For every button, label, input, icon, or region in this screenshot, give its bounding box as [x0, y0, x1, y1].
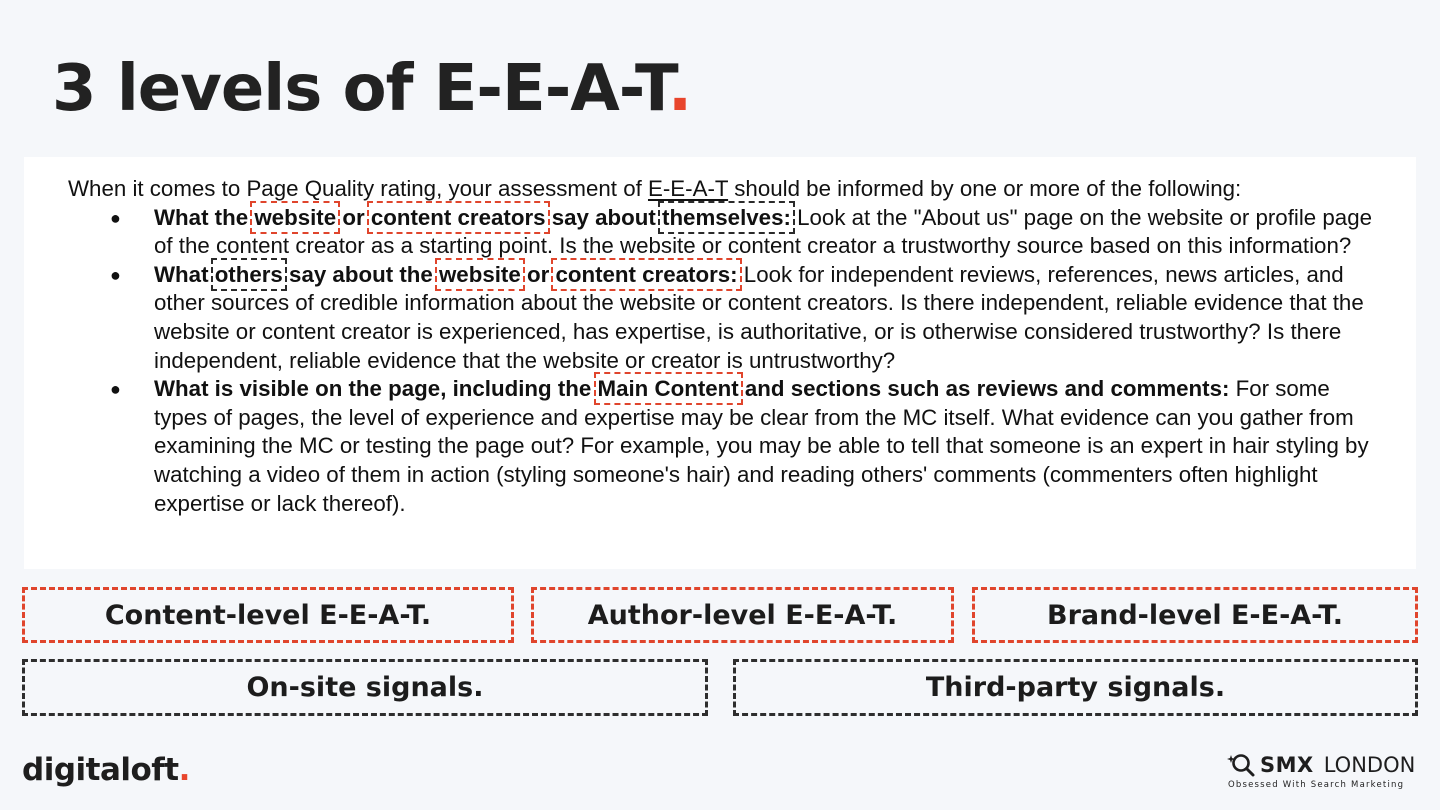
bold-text: What [154, 261, 215, 287]
author-level-box [531, 587, 954, 643]
magnifier-sparkle-icon [1226, 752, 1256, 778]
digitaloft-logo-text: digitaloft [22, 752, 179, 788]
content-level-label: Content-level E-E-A-T. [104, 599, 432, 631]
bold-text: What is visible on the page, including the [154, 376, 598, 402]
on-site-signals-box [22, 659, 708, 716]
body-text: Look for independent reviews, references, news articles, and other sources of credible information about the website or content creators. Is there independent, reliable evidence that the website or content creator is experienced, has expertise, is authoritative, or is otherwise considered trustworthy? Is there independent, reliable evidence that the website or creator is untrustworthy? [154, 261, 1364, 373]
bold-text: and sections such as reviews and comments: [738, 376, 1230, 402]
bold-text: say about [545, 204, 663, 230]
london-text: LONDON [1323, 753, 1416, 777]
intro-text: When it comes to Page Quality rating, your assessment of [68, 176, 648, 201]
bullet-icon: ● [110, 379, 121, 400]
bold-text: What the [154, 204, 255, 230]
slide-title-text: 3 levels of E-E-A-T [52, 52, 668, 126]
list-item-others [110, 261, 1388, 375]
title-accent-dot: . [667, 52, 692, 126]
brand-level-label: Brand-level E-E-A-T. [1046, 599, 1343, 631]
highlight-others: others [214, 261, 283, 287]
content-level-box [22, 587, 514, 643]
on-site-signals-label: On-site signals. [246, 672, 484, 703]
document-excerpt [24, 157, 1416, 569]
digitaloft-logo [22, 752, 190, 788]
smx-london-logo [1226, 752, 1420, 790]
bullet-icon: ● [110, 207, 121, 228]
intro-text-end: should be informed by one or more of the following: [728, 176, 1242, 201]
slide-title [52, 52, 691, 126]
author-level-label: Author-level E-E-A-T. [587, 599, 898, 631]
smx-text: SMX [1260, 753, 1314, 777]
highlight-website: website [254, 204, 337, 230]
digitaloft-logo-dot: . [178, 752, 190, 788]
intro-paragraph [68, 175, 1388, 204]
body-text: Look at the "About us" page on the website or profile page of the content creator as a starting point. Is the website or content creator a trustworthy source based on this information? [154, 204, 1373, 259]
bold-text: or [336, 204, 371, 230]
brand-level-box [972, 587, 1418, 643]
list-item-themselves [110, 204, 1388, 261]
highlight-website: website [438, 261, 521, 287]
bold-text: say about the [282, 261, 439, 287]
bullet-icon: ● [110, 264, 121, 285]
highlight-main-content: Main Content [597, 376, 739, 402]
smx-tagline: Obsessed With Search Marketing [1228, 780, 1405, 790]
highlight-themselves: themselves: [662, 204, 791, 230]
list-item-visible [110, 375, 1388, 518]
bold-text: or [520, 261, 556, 287]
third-party-signals-label: Third-party signals. [925, 672, 1226, 703]
eeat-term: E-E-A-T [647, 176, 729, 201]
highlight-content-creators: content creators [370, 204, 546, 230]
highlight-content-creators: content creators: [555, 261, 738, 287]
third-party-signals-box [733, 659, 1418, 716]
body-text: For some types of pages, the level of experience and expertise may be clear from the MC itself. What evidence can you gather from examining the MC or testing the page out? For example, you may be able to tell that someone is an expert in hair styling by watching a video of them in action (styling someone's hair) and reading others' comments (commenters often highlight expertise or lack thereof). [154, 376, 1369, 516]
